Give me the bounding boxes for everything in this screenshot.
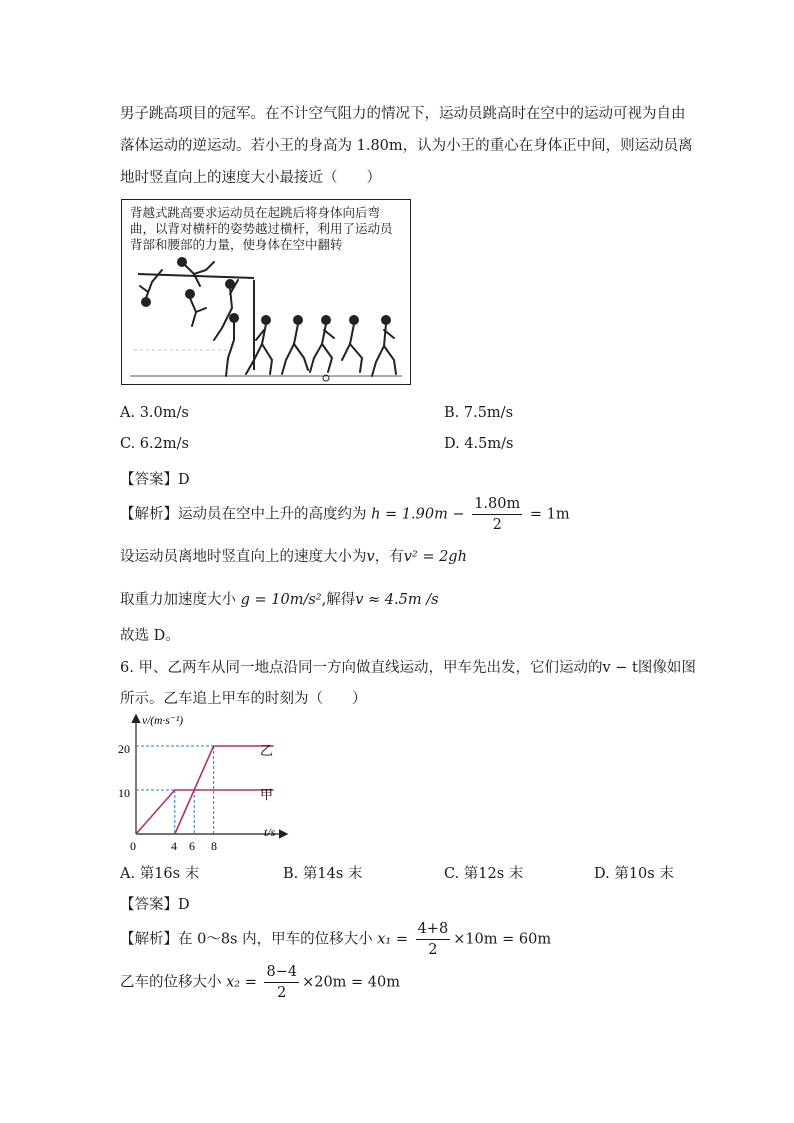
equation: g = 10m/s²	[240, 592, 322, 608]
velocity-var: v	[366, 549, 375, 565]
q5-analysis-3	[120, 588, 439, 609]
analysis-tag: 【解析】	[120, 506, 178, 523]
analysis-tag: 【解析】	[120, 931, 178, 948]
numerator: 1.80m	[472, 494, 522, 515]
q6-option-d: D. 第10s 末	[594, 866, 674, 882]
answer-value: D	[178, 897, 190, 913]
q6-option-a: A. 第16s 末	[120, 866, 200, 882]
y-tick-20: 20	[118, 742, 130, 756]
q6-analysis-2	[120, 962, 400, 1003]
x-tick-8: 8	[211, 839, 217, 853]
high-jump-illustration	[122, 200, 410, 384]
series-label-yi: 乙	[260, 743, 274, 758]
denominator: 2	[277, 985, 287, 1001]
analysis-text: ,解得	[321, 592, 356, 608]
vt-graph	[110, 710, 310, 854]
equation: v² = 2gh	[403, 549, 467, 565]
equation-right: ×20m = 40m	[302, 974, 400, 991]
q5-analysis-1	[120, 494, 570, 535]
q5-option-c: C. 6.2m/s	[120, 436, 189, 452]
fraction	[472, 494, 522, 535]
numerator: 4+8	[416, 919, 451, 940]
answer-tag: 【答案】	[120, 897, 178, 913]
denominator: 2	[492, 517, 502, 533]
numerator: 8−4	[264, 962, 299, 983]
equation-right: ×10m = 60m	[453, 931, 552, 948]
series-label-jia: 甲	[260, 787, 274, 802]
x-tick-6: 6	[189, 839, 195, 853]
y-axis-label: v/(m·s⁻¹)	[142, 715, 184, 727]
x-axis-label: t/s	[264, 825, 276, 839]
q5-text-line2: 落体运动的逆运动。若小王的身高为 1.80m，认为小王的重心在身体正中间，则运动员离	[120, 138, 693, 154]
analysis-text: ，有	[374, 549, 404, 565]
equation-right: = 1m	[529, 506, 570, 523]
displacement-var: x₂ =	[226, 974, 257, 991]
high-jump-figure	[121, 199, 411, 385]
equation-left: h = 1.90m −	[371, 506, 465, 523]
q5-conclusion: 故选 D。	[120, 628, 180, 644]
q6-option-c: C. 第12s 末	[444, 866, 524, 882]
q5-text-line3: 地时竖直向上的速度大小最接近（ ）	[120, 170, 381, 186]
q5-answer	[120, 468, 190, 489]
q6-answer	[120, 893, 190, 914]
displacement-var: x₁ =	[377, 931, 408, 948]
q5-analysis-2	[120, 545, 467, 566]
x-tick-4: 4	[171, 839, 177, 853]
q6-analysis-1	[120, 919, 551, 960]
analysis-text: 在 0～8s 内，甲车的位移大小	[178, 931, 373, 948]
analysis-text: 设运动员离地时竖直向上的速度大小为	[120, 549, 367, 565]
q5-text-line1: 男子跳高项目的冠军。在不计空气阻力的情况下，运动员跳高时在空中的运动可视为自由	[120, 106, 686, 122]
figure-caption: 背越式跳高要求运动员在起跳后将身体向后弯曲，以背对横杆的姿势越过横杆，利用了运动员背部和腰部的力量，使身体在空中翻转	[130, 205, 393, 252]
q6-option-b: B. 第14s 末	[283, 866, 363, 882]
series-line-jia	[136, 790, 274, 834]
answer-value: D	[178, 472, 190, 488]
analysis-text: 乙车的位移大小	[120, 974, 222, 991]
fraction	[416, 919, 451, 960]
analysis-text: 运动员在空中上升的高度约为	[178, 506, 367, 523]
q6-text-line2: 所示。乙车追上甲车的时刻为（ ）	[120, 691, 367, 707]
q6-text-line1: 6. 甲、乙两车从同一地点沿同一方向做直线运动，甲车先出发，它们运动的v − t图像如图	[120, 660, 696, 676]
answer-tag: 【答案】	[120, 472, 178, 488]
denominator: 2	[428, 942, 438, 958]
origin-label: 0	[130, 839, 136, 853]
equation: v ≈ 4.5m /s	[355, 592, 439, 608]
analysis-text: 取重力加速度大小	[120, 592, 236, 608]
q5-option-a: A. 3.0m/s	[120, 405, 189, 421]
q5-option-d: D. 4.5m/s	[444, 436, 514, 452]
fraction	[264, 962, 299, 1003]
q5-option-b: B. 7.5m/s	[444, 405, 514, 421]
y-tick-10: 10	[118, 786, 130, 800]
